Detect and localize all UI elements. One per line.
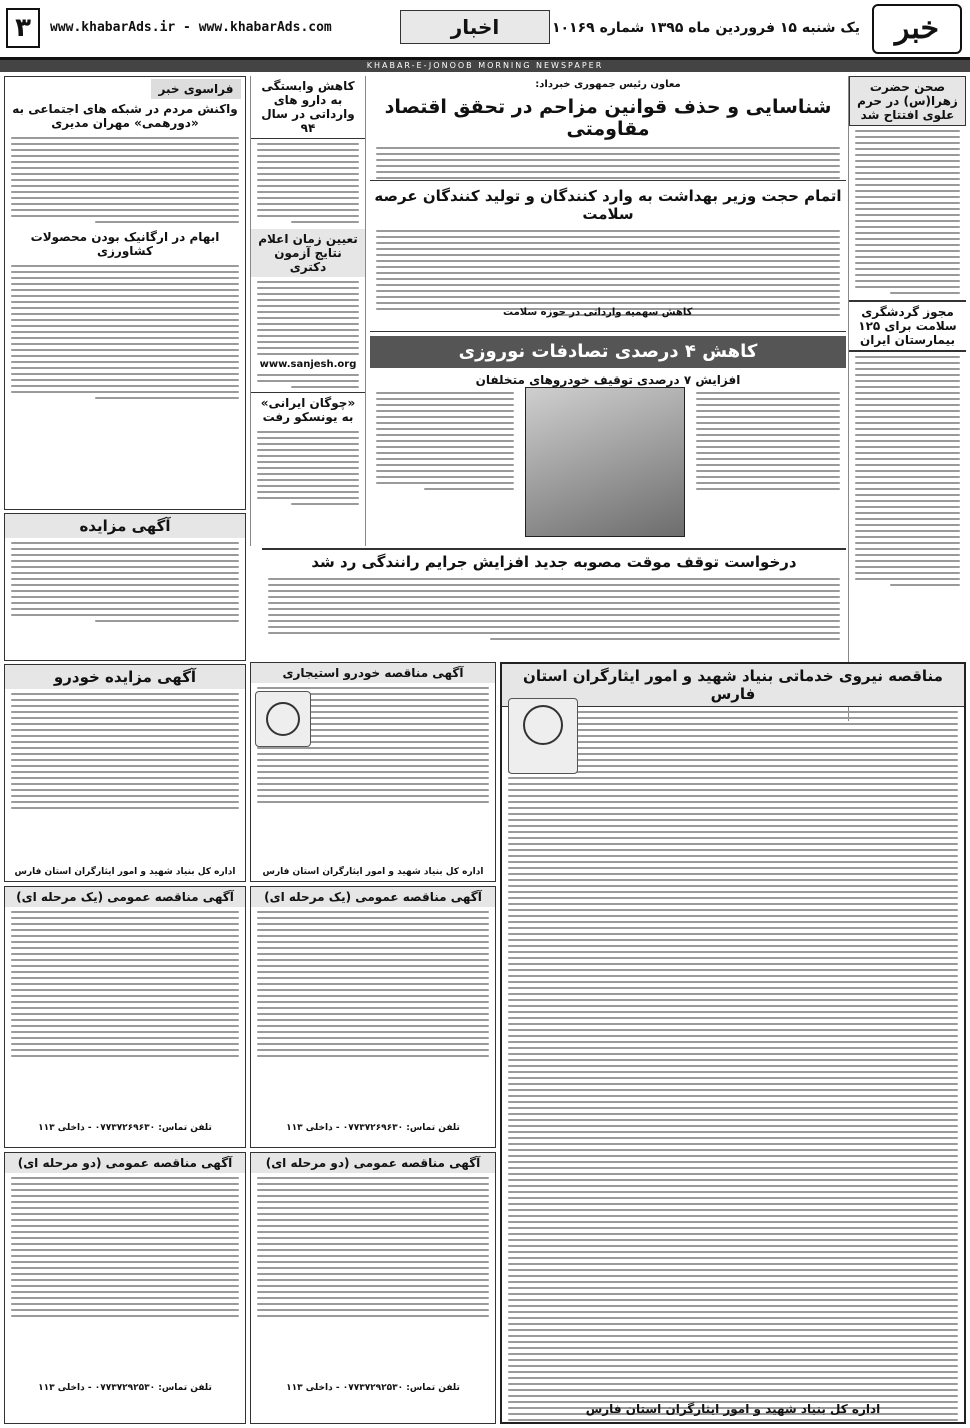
right-story2-title: مجوز گردشگری سلامت برای ۱۲۵ بیمارستان ایران [849,300,966,352]
accidents-title: کاهش ۴ درصدی تصادفات نوروزی [458,341,758,362]
public-tender-2-title: آگهی مناقصه عمومی (یک مرحله ای) [251,887,495,907]
masthead-subbar: KHABAR-E-JONOOB MORNING NEWSPAPER [0,60,970,72]
imports-title: کاهش وابستگی به دارو های وارداتی در سال ۹۴ [251,76,365,139]
vehicle-tender-sign: اداره کل بنیاد شهید و امور ایثارگران استان فارس [262,867,484,877]
public-tender-2-body [251,911,495,1057]
workforce-tender-body [502,711,964,1424]
right-story1-body [849,130,966,294]
exam-body [251,281,365,355]
issue-date: یک شنبه ۱۵ فروردین ماه ۱۳۹۵ شماره ۱۰۱۶۹ [551,20,860,36]
imports-body [251,143,365,223]
fines-title: درخواست توقف موقت مصوبه جدید افزایش جرایم رانندگی رد شد [311,553,797,571]
left-story1-body [5,137,245,223]
public-tender-1 [4,886,246,1148]
left-news-column [4,76,246,510]
public-tender-2 [250,886,496,1148]
public-tender-1-body [5,911,245,1057]
left-story1-title: واکنش مردم در شبکه های اجتماعی به «دورهمی» مهران مدیری [12,102,238,130]
workforce-tender-title: مناقصه نیروی خدماتی بنیاد شهید و امور ایثارگران استان فارس [502,664,964,707]
public-tender-4 [250,1152,496,1424]
auction-ad-1 [4,513,246,661]
vehicle-tender-ad [250,662,496,882]
public-tender-3-title: آگهی مناقصه عمومی (دو مرحله ای) [5,1153,245,1173]
exam-site-link[interactable]: www.sanjesh.org [259,359,357,370]
auction-ad-2-body [5,693,245,809]
lead-story [370,76,846,181]
lead-body [370,147,846,181]
section-title: اخبار [400,10,550,44]
foundation-emblem-icon [266,702,300,736]
vehicle-tender-title: آگهی مناقصه خودرو استیجاری [251,663,495,683]
police-commander-photo [525,387,685,537]
fines-body [262,578,846,640]
workforce-tender-sign: اداره کل بنیاد شهید و امور ایثارگران استان فارس [585,1402,881,1416]
fines-story [262,548,846,658]
auction-ad-1-title: آگهی مزایده [5,514,245,538]
public-tender-4-body [251,1177,495,1317]
accidents-subtitle: افزایش ۷ درصدی توقیف خودروهای متخلفان [475,373,741,387]
right-story1-title: صحن حضرت زهرا(س) در حرم علوی افتتاح شد [849,76,966,126]
public-tender-1-phone: تلفن تماس: ۰۷۷۳۷۲۶۹۶۳۰ - داخلی ۱۱۳ [38,1123,212,1133]
newspaper-logo: خبر [872,4,962,54]
health-subhead: کاهش سهمیه وارداتی در حوزه سلامت [503,307,693,318]
page-number: ۳ [6,8,40,48]
right-news-column [848,76,966,721]
public-tender-4-phone: تلفن تماس: ۰۷۷۳۷۲۹۲۵۳۰ - داخلی ۱۱۳ [286,1383,460,1393]
auction-ad-2 [4,664,246,882]
foundation-emblem [255,691,311,747]
public-tender-3-phone: تلفن تماس: ۰۷۷۳۷۲۹۲۵۳۰ - داخلی ۱۱۳ [38,1383,212,1393]
accidents-body-left [370,388,520,494]
workforce-emblem [508,698,578,774]
workforce-tender-ad [500,662,966,1424]
film-body [251,431,365,505]
public-tender-1-title: آگهی مناقصه عمومی (یک مرحله ای) [5,887,245,907]
middle-news-column [250,76,366,546]
lead-kicker: معاون رئیس جمهوری خبرداد: [535,79,681,90]
auction-ad-1-body [5,542,245,622]
accidents-body-right [690,388,846,494]
lead-title: شناسایی و حذف قوانین مزاحم در تحقق اقتصاد مقاومتی [384,96,832,140]
left-story2-title: ابهام در ارگانیک بودن محصولات کشاورزی [30,230,220,258]
workforce-emblem-icon [523,705,563,745]
left-story2-body [5,265,245,399]
film-title: «چوگان ایرانی» به یونسکو رفت [251,392,365,427]
site-url[interactable]: www.khabarAds.ir - www.khabarAds.com [50,20,332,35]
public-tender-3 [4,1152,246,1424]
public-tender-2-phone: تلفن تماس: ۰۷۷۳۷۲۶۹۶۳۰ - داخلی ۱۱۳ [286,1123,460,1133]
corner-heading: فراسوی خبر [151,79,241,99]
exam-title: تعیین زمان اعلام نتایج آزمون دکتری [251,229,365,277]
public-tender-3-body [5,1177,245,1317]
health-story [370,184,846,332]
auction-ad-2-title: آگهی مزایده خودرو [5,665,245,689]
auction-ad-2-sign: اداره کل بنیاد شهید و امور ایثارگران استان فارس [14,867,236,877]
right-story2-body [849,356,966,586]
masthead [0,0,970,60]
health-title: اتمام حجت وزیر بهداشت به وارد کنندگان و تولید کنندگان عرصه سلامت [374,187,842,223]
public-tender-4-title: آگهی مناقصه عمومی (دو مرحله ای) [251,1153,495,1173]
exam-body-end [251,374,365,388]
accidents-banner [370,336,846,368]
